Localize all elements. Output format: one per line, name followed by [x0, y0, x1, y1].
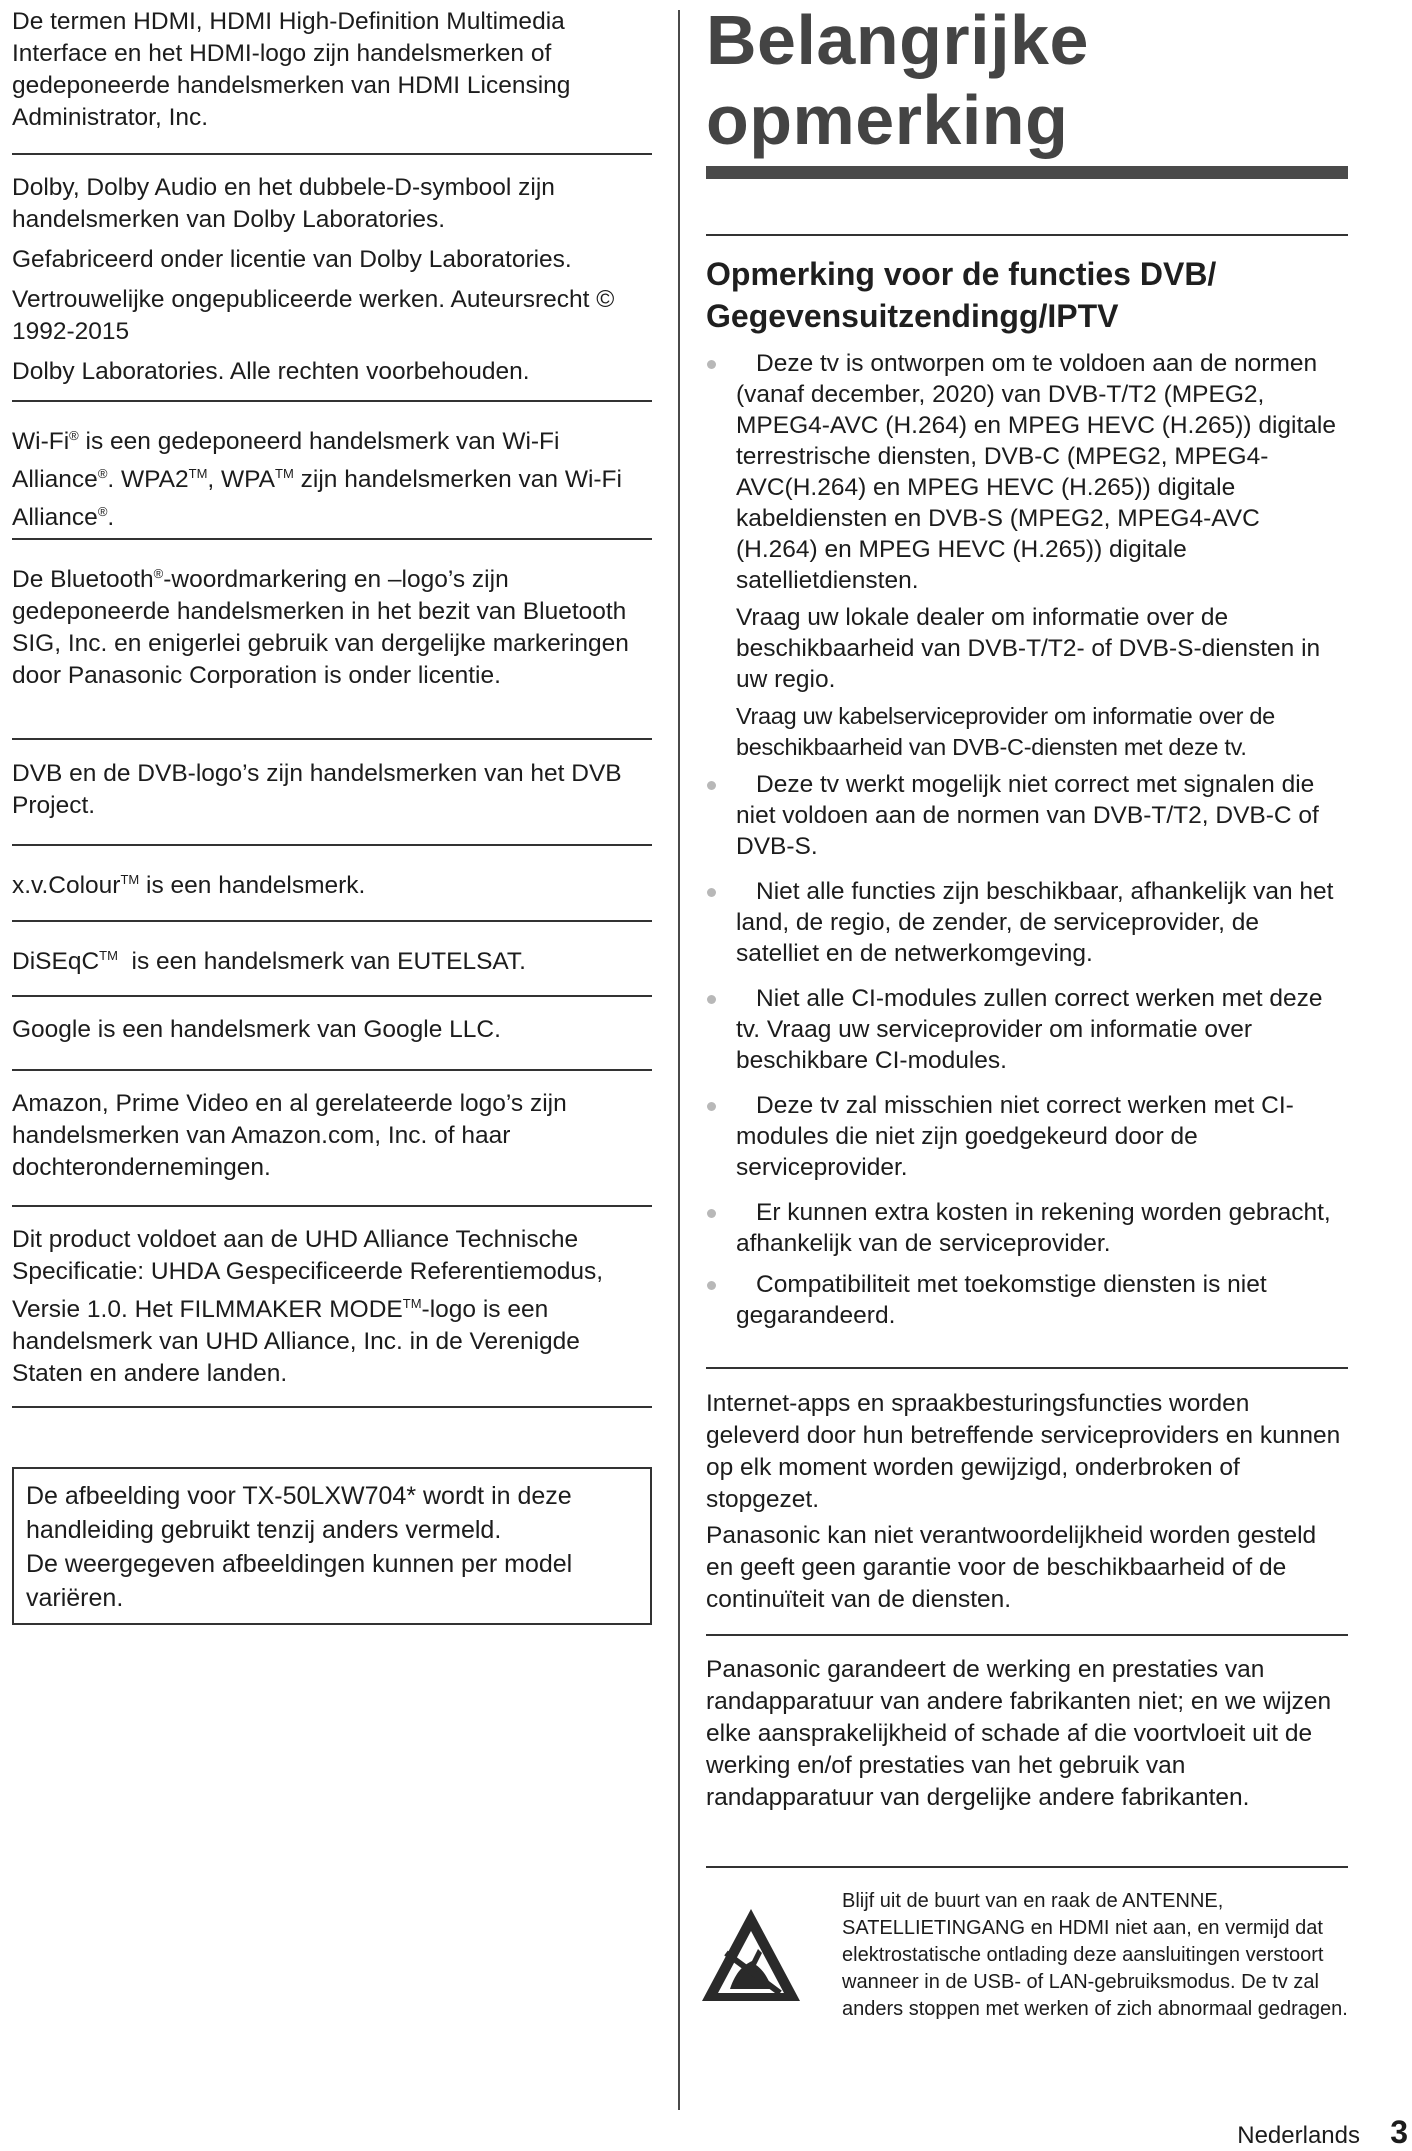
dvb-section: [706, 253, 1306, 337]
diseqc-text: DiSEqC™ is een handelsmerk van EUTELSAT.: [12, 948, 526, 976]
uhd-text: Dit product voldoet aan de UHD Alliance Technische Specificatie: UHDA Gespecificeerde Referentiemodus, Versie 1.0. Het FILMMAKER MODE™-logo is een handelsmerk van UHD Alliance, Inc. in de Verenigde Staten en andere landen.: [12, 1226, 604, 1388]
dolby-text-2: Gefabriceerd onder licentie van Dolby Laboratories.: [12, 246, 572, 273]
diseqc-notice: [12, 940, 652, 978]
esd-warning-icon: [696, 1901, 806, 2011]
column-divider: [678, 10, 680, 2110]
divider: [706, 1367, 1348, 1369]
xvcolour-text: x.v.Colour™ is een handelsmerk.: [12, 872, 366, 900]
divider: [12, 400, 652, 402]
image-note-box: [12, 1467, 652, 1625]
divider: [706, 234, 1348, 236]
hdmi-text: De termen HDMI, HDMI High-Definition Multimedia Interface en het HDMI-logo zijn handelsmerken of gedeponeerde handelsmerken van HDMI Licensing Administrator, Inc.: [12, 8, 571, 131]
peripheral-text: Panasonic garandeert de werking en prestaties van randapparatuur van andere fabrikanten niet; en we wijzen elke aansprakelijkheid of schade af die voortvloeit uit de werking en/of prestaties van het gebruik van randapparatuur van dergelijke andere fabrikanten.: [706, 1656, 1332, 1811]
list-item: Deze tv is ontworpen om te voldoen aan de normen (vanaf december, 2020) van DVB-T/T2 (MPEG2, MPEG4-AVC (H.264) en MPEG HEVC (H.265)) digitale terrestrische diensten, DVB-C (MPEG2, MPEG4-AVC(H.264) en MPEG HEVC (H.265)) digitale kabeldiensten en DVB-S (MPEG2, MPEG4-AVC (H.264) en MPEG HEVC (H.265)) digitale satellietdiensten.: [706, 348, 1348, 596]
internet-text-1: Internet-apps en spraakbesturingsfuncties worden geleverd door hun betreffende serviceproviders en kunnen op elk moment worden gewijzigd, onderbroken of stopgezet.: [706, 1390, 1341, 1513]
bullet-icon: [707, 1102, 716, 1111]
wifi-text: Wi-Fi® is een gedeponeerd handelsmerk van Wi-Fi Alliance®. WPA2™, WPA™ zijn handelsmerken van Wi-Fi Alliance®.: [12, 428, 622, 532]
esd-warning-text: Blijf uit de buurt van en raak de ANTENNE, SATELLIETINGANG en HDMI niet aan, en vermijd dat elektrostatische ontlading deze aansluitingen verstoort wanneer in de USB- of LAN-gebruiksmodus. De tv zal anders stoppen met werken of zich abnormaal gedragen.: [842, 1890, 1348, 2020]
list-item: Deze tv zal misschien niet correct werken met CI-modules die niet zijn goedgekeurd door de serviceprovider.: [706, 1090, 1348, 1183]
hdmi-notice: [12, 6, 652, 134]
bluetooth-notice: [12, 558, 652, 692]
divider: [12, 738, 652, 740]
divider: [12, 1406, 652, 1408]
bullet-icon: [707, 888, 716, 897]
esd-warning: [706, 1888, 1348, 2023]
bullet-icon: [707, 781, 716, 790]
footer-language: Nederlands: [1237, 2122, 1360, 2149]
divider: [12, 844, 652, 846]
amazon-text: Amazon, Prime Video en al gerelateerde logo’s zijn handelsmerken van Amazon.com, Inc. of haar dochterondernemingen.: [12, 1090, 567, 1181]
amazon-notice: [12, 1088, 652, 1184]
page-title-line-1: Belangrijke: [706, 1, 1089, 79]
divider: [706, 1634, 1348, 1636]
google-notice: [12, 1014, 652, 1046]
internet-apps-notice: [706, 1388, 1348, 1616]
google-text: Google is een handelsmerk van Google LLC.: [12, 1016, 501, 1043]
dvb-notice: [12, 758, 652, 822]
page-heading: [706, 0, 1348, 179]
section-heading: Opmerking voor de functies DVB/ Gegevensuitzendingg/IPTV: [706, 256, 1217, 334]
page-number: 3: [1390, 2114, 1408, 2150]
divider: [12, 995, 652, 997]
dolby-text-3: Vertrouwelijke ongepubliceerde werken. Auteursrecht © 1992-2015: [12, 286, 615, 345]
page-title-line-2: opmerking: [706, 81, 1069, 159]
divider: [706, 1866, 1348, 1868]
heading-bar: [706, 166, 1348, 179]
uhd-notice: [12, 1224, 652, 1390]
bullet-icon: [707, 1209, 716, 1218]
bullet-icon: [707, 995, 716, 1004]
dvb-bullets: [706, 348, 1348, 1331]
note-line-1: De afbeelding voor TX-50LXW704* wordt in deze handleiding gebruikt tenzij anders vermeld.: [26, 1482, 572, 1544]
dolby-notice: [12, 172, 652, 396]
bullet-subparagraph: Vraag uw kabelserviceprovider om informatie over de beschikbaarheid van DVB-C-diensten met deze tv.: [736, 703, 1275, 760]
internet-text-2: Panasonic kan niet verantwoordelijkheid worden gesteld en geeft geen garantie voor de beschikbaarheid of de continuïteit van de diensten.: [706, 1522, 1317, 1613]
wifi-notice: [12, 420, 652, 534]
dolby-text-4: Dolby Laboratories. Alle rechten voorbehouden.: [12, 358, 530, 385]
divider: [12, 920, 652, 922]
divider: [12, 153, 652, 155]
divider: [12, 1205, 652, 1207]
list-item: Niet alle functies zijn beschikbaar, afhankelijk van het land, de regio, de zender, de serviceprovider, de satelliet en de netwerkomgeving.: [706, 876, 1348, 969]
xvcolour-notice: [12, 864, 652, 902]
list-item: Er kunnen extra kosten in rekening worden gebracht, afhankelijk van de serviceprovider.: [706, 1197, 1348, 1259]
bullet-subparagraph: Vraag uw lokale dealer om informatie over de beschikbaarheid van DVB-T/T2- of DVB-S-diensten in uw regio.: [736, 604, 1321, 693]
list-item: Deze tv werkt mogelijk niet correct met signalen die niet voldoen aan de normen van DVB-T/T2, DVB-C of DVB-S.: [706, 769, 1348, 862]
dolby-text-1: Dolby, Dolby Audio en het dubbele-D-symbool zijn handelsmerken van Dolby Laboratories.: [12, 174, 555, 233]
divider: [12, 538, 652, 540]
bluetooth-text: De Bluetooth®-woordmarkering en –logo’s zijn gedeponeerde handelsmerken in het bezit van Bluetooth SIG, Inc. en enigerlei gebruik van dergelijke markeringen door Panasonic Corporation is onder licentie.: [12, 566, 629, 690]
bullet-icon: [707, 1281, 716, 1290]
list-item: Niet alle CI-modules zullen correct werken met deze tv. Vraag uw serviceprovider om informatie over beschikbare CI-modules.: [706, 983, 1348, 1076]
bullet-icon: [707, 360, 716, 369]
peripheral-notice: [706, 1654, 1348, 1814]
divider: [12, 1069, 652, 1071]
note-line-2: De weergegeven afbeeldingen kunnen per model variëren.: [26, 1550, 573, 1612]
dvb-text: DVB en de DVB-logo’s zijn handelsmerken van het DVB Project.: [12, 760, 622, 819]
list-item: Compatibiliteit met toekomstige diensten is niet gegarandeerd.: [706, 1269, 1348, 1331]
